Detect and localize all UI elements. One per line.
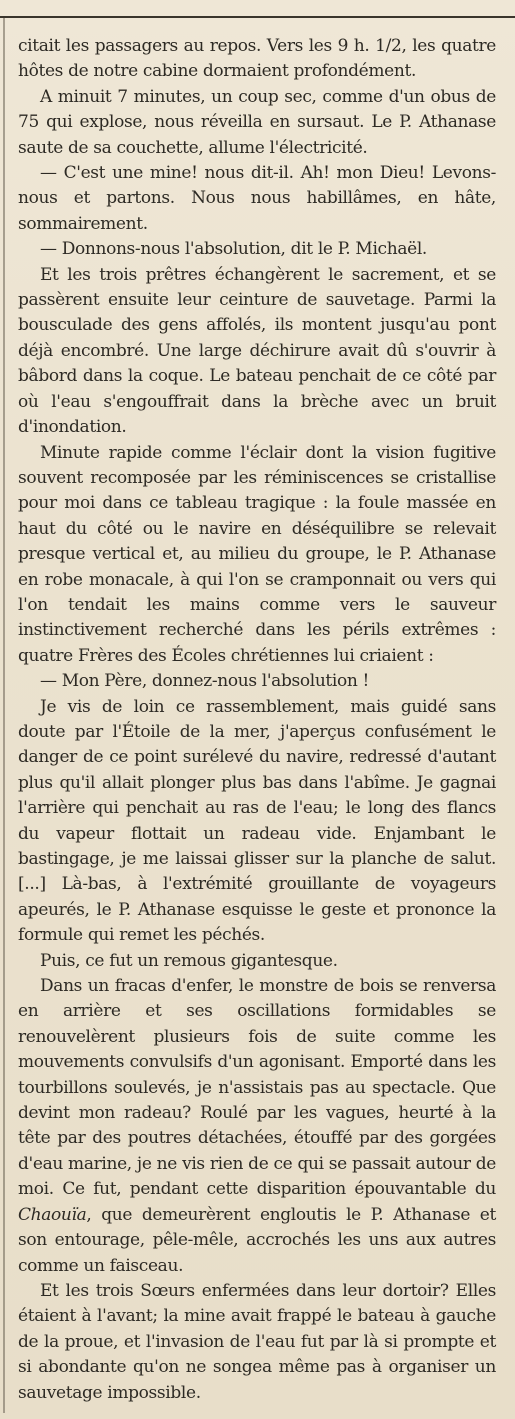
paragraph-10 (18, 974, 496, 1279)
paragraph-11: Et les trois Sœurs enfermées dans leur dortoir? Elles étaient à l'avant; la mine avait frappé le bateau à gauche de la proue, et l'invasion de l'eau fut par là si prompte et si abondante qu'on ne songea même pas à organiser un sauvetage impossible. (18, 1280, 496, 1403)
header-rule (0, 16, 515, 18)
paragraph-10-after: , que demeurèrent engloutis le P. Athanase et son entourage, pêle-mêle, accrochés les uns aux autres comme un faisceau. (18, 1204, 496, 1276)
paragraph-7: — Mon Père, donnez-nous l'absolution ! (40, 671, 370, 692)
paragraph-2: A minuit 7 minutes, un coup sec, comme d'un obus de 75 qui explose, nous réveilla en sursaut. Le P. Athanase saute de sa couchette, allume l'électricité. (18, 86, 496, 158)
paragraph-3: — C'est une mine! nous dit-il. Ah! mon Dieu! Levons-nous et partons. Nous nous habillâmes, en hâte, sommairement. (18, 163, 496, 234)
ship-name: Chaouïa (18, 1204, 87, 1225)
paragraph-1: citait les passagers au repos. Vers les 9 h. 1/2, les quatre hôtes de notre cabine dormaient profondément. (18, 36, 496, 82)
body-text (18, 34, 496, 1406)
paragraph-10-text: Dans un fracas d'enfer, le monstre de bois se renversa en arrière et ses oscillations formidables se renouvelèrent plusieurs fois de suite comme les mouvements convulsifs d'un agonisant. Emporté dans les tourbillons soulevés, je n'assistais pas au spectacle. Que devint mon radeau? Roulé par les vagues, heurté à la tête par des poutres détachées, étouffé par des gorgées d'eau marine, je ne vis rien de ce qui se passait autour de moi. Ce fut, pendant cette disparition épouvantable du (18, 976, 496, 1200)
page-edge-line (3, 18, 5, 1413)
paragraph-4: — Donnons-nous l'absolution, dit le P. Michaël. (40, 239, 427, 260)
paragraph-5: Et les trois prêtres échangèrent le sacrement, et se passèrent ensuite leur ceinture de sauvetage. Parmi la bousculade des gens affolés, ils montent jusqu'au pont déjà encombré. Une large déchirure avait dû s'ouvrir à bâbord dans la coque. Le bateau penchait de ce côté par où l'eau s'engouffrait dans la brèche avec un bruit d'inondation. (18, 264, 496, 438)
paragraph-6: Minute rapide comme l'éclair dont la vision fugitive souvent recomposée par les réminiscences se cristallise pour moi dans ce tableau tragique : la foule massée en haut du côté ou le navire en déséquilibre se relevait presque vertical et, au milieu du groupe, le P. Athanase en robe monacale, à qui l'on se cramponnait ou vers qui l'on tendait les mains comme vers le sauveur instinctivement recherché dans les périls extrêmes : quatre Frères des Écoles chrétiennes lui criaient : (18, 442, 496, 666)
paragraph-8: Je vis de loin ce rassemblement, mais guidé sans doute par l'Étoile de la mer, j'aperçus confusément le danger de ce point surélevé du navire, redressé d'autant plus qu'il allait plonger plus bas dans l'abîme. Je gagnai l'arrière qui penchait au ras de l'eau; le long des flancs du vapeur flottait un radeau vide. Enjambant le bastingage, je me laissai glisser sur la planche de salut. [...] Là-bas, à l'extrémité grouillante de voyageurs apeurés, le P. Athanase esquisse le geste et prononce la formule qui remet les péchés. (18, 696, 496, 946)
paragraph-9: Puis, ce fut un remous gigantesque. (40, 950, 338, 971)
